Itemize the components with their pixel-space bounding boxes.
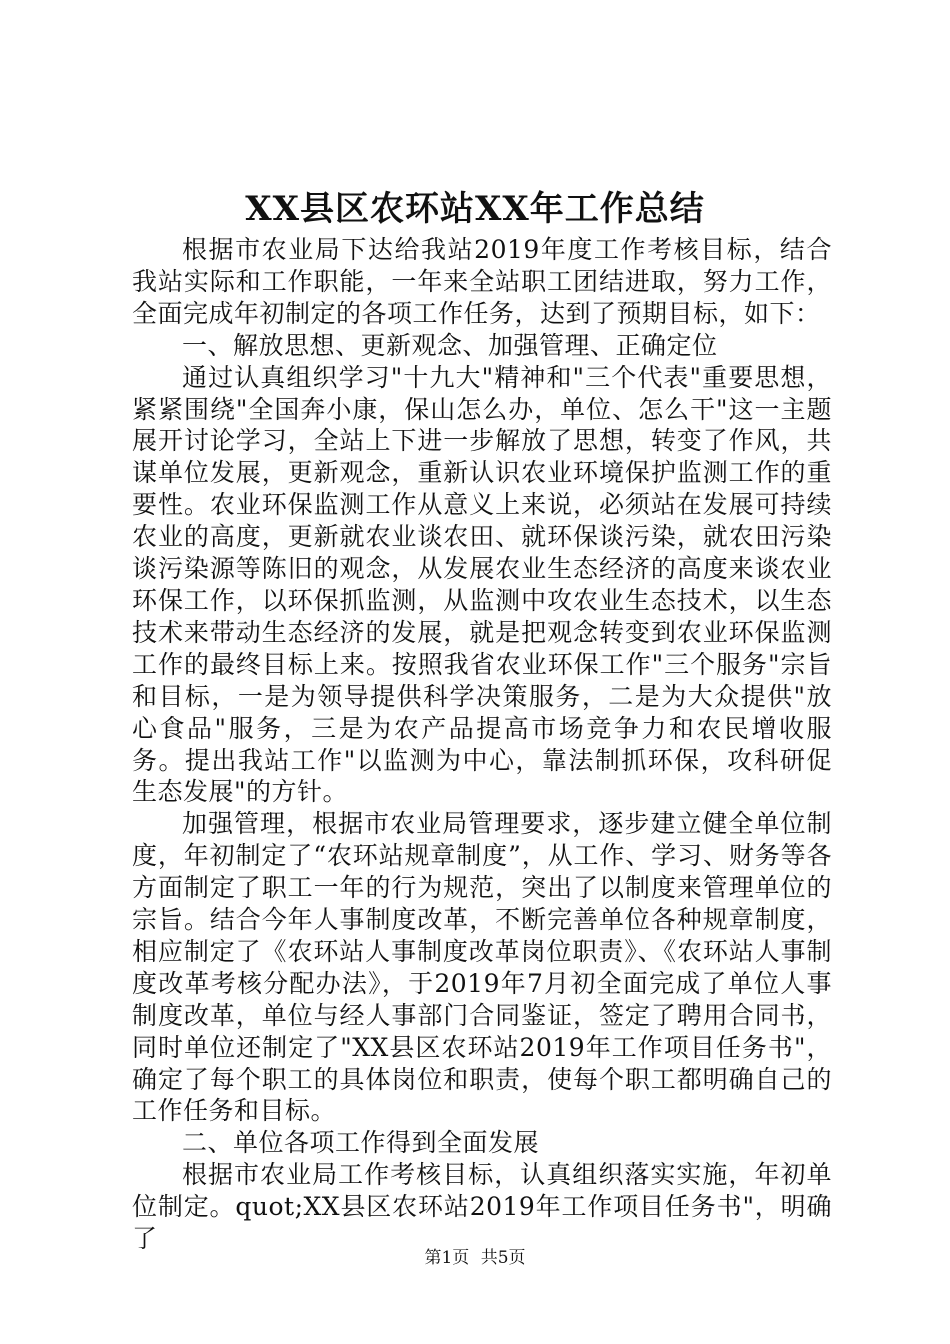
document-body	[132, 234, 832, 1255]
paragraph-assessment: 根据市农业局工作考核目标，认真组织落实实施，年初单位制定。quot;XX县区农环站2019年工作项目任务书"，明确了	[132, 1160, 832, 1254]
paragraph-study: 通过认真组织学习"十九大"精神和"三个代表"重要思想，紧紧围绕"全国奔小康，保山怎么办，单位、怎么干"这一主题展开讨论学习，全站上下进一步解放了思想，转变了作风，共谋单位发展，更新观念，重新认识农业环境保护监测工作的重要性。农业环保监测工作从意义上来说，必须站在发展可持续农业的高度，更新就农业谈农田、就环保谈污染，就农田污染谈污染源等陈旧的观念，从发展农业生态经济的高度来谈农业环保工作，以环保抓监测，从监测中攻农业生态技术，以生态技术来带动生态经济的发展，就是把观念转变到农业环保监测工作的最终目标上来。按照我省农业环保工作"三个服务"宗旨和目标，一是为领导提供科学决策服务，二是为大众提供"放心食品"服务，三是为农产品提高市场竞争力和农民增收服务。提出我站工作"以监测为中心，靠法制抓环保，攻科研促生态发展"的方针。	[132, 362, 832, 807]
page-footer	[0, 1247, 950, 1269]
page-total: 共5页	[480, 1248, 526, 1268]
document-title: XX县区农环站XX年工作总结	[245, 189, 705, 229]
section-heading-1: 一、解放思想、更新观念、加强管理、正确定位	[182, 330, 718, 360]
paragraph-management: 加强管理，根据市农业局管理要求，逐步建立健全单位制度，年初制定了“农环站规章制度”，从工作、学习、财务等各方面制定了职工一年的行为规范，突出了以制度来管理单位的宗旨。结合今年人事制度改革，不断完善单位各种规章制度，相应制定了《农环站人事制度改革岗位职责》、《农环站人事制度改革考核分配办法》，于2019年7月初全面完成了单位人事制度改革，单位与经人事部门合同鉴证，签定了聘用合同书，同时单位还制定了"XX县区农环站2019年工作项目任务书"，确定了每个职工的具体岗位和职责，使每个职工都明确自己的工作任务和目标。	[132, 809, 832, 1126]
paragraph-intro: 根据市农业局下达给我站2019年度工作考核目标，结合我站实际和工作职能，一年来全站职工团结进取，努力工作，全面完成年初制定的各项工作任务，达到了预期目标，如下：	[132, 235, 832, 328]
page-number: 第1页	[424, 1248, 470, 1268]
section-heading-2: 二、单位各项工作得到全面发展	[182, 1128, 540, 1158]
